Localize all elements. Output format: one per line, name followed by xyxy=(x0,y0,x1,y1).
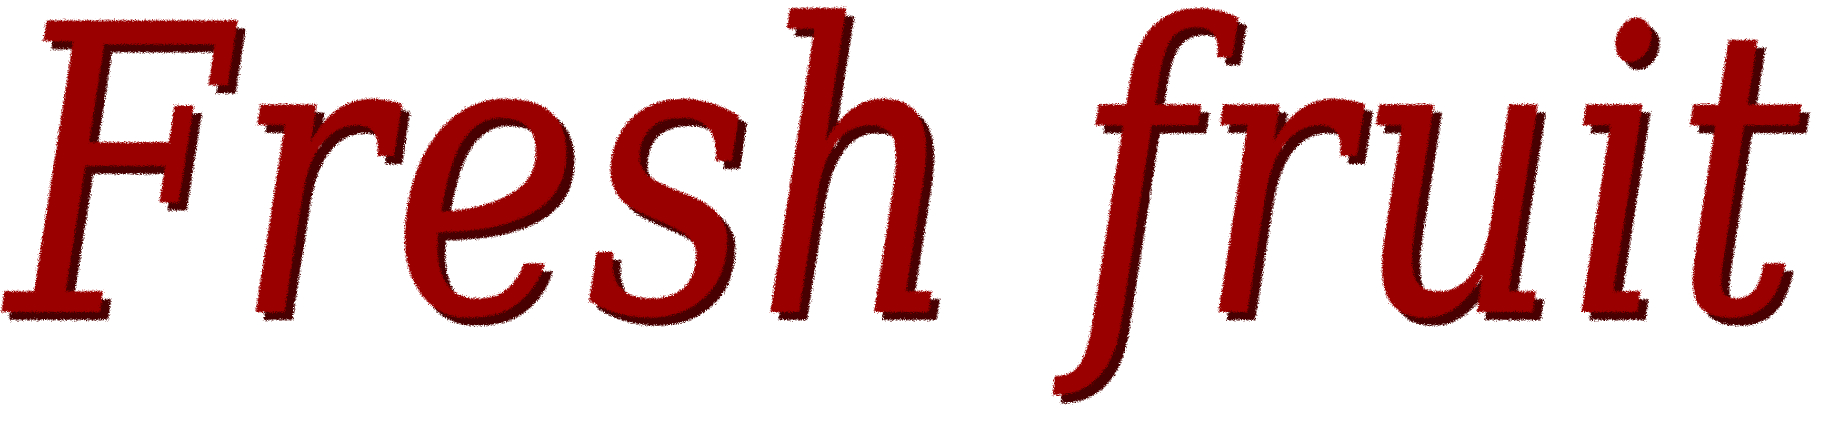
wordmark-text: Fresh fruit xyxy=(0,0,1807,407)
wordmark-shadow: Fresh fruit xyxy=(8,0,1815,415)
